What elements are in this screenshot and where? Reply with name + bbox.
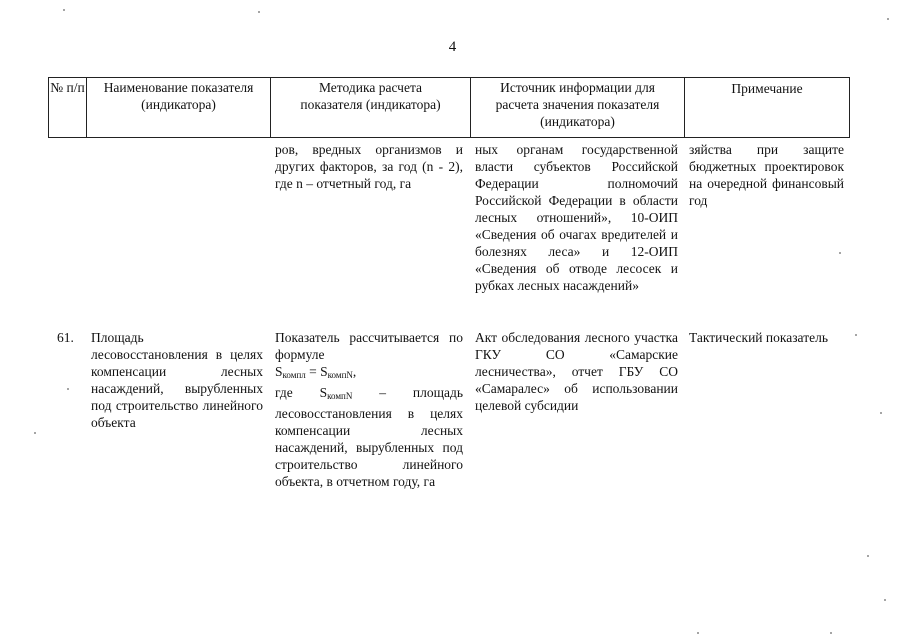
continuation-method-cell: [275, 141, 463, 192]
row-61-number-text: 61.: [57, 330, 74, 345]
page-number: 4: [448, 39, 457, 55]
row-61-formula: [275, 363, 463, 384]
header-method-label: Методика расчета показателя (индикатора): [300, 80, 441, 112]
row-61-source-text: Акт обследования лесного участка ГКУ СО «Самарские лесничества», отчет ГБУ СО «Самаралес» об использовании целевой субсидии: [475, 330, 678, 413]
header-source-label: Источник информации для расчета значения показателя (индикатора): [495, 80, 660, 129]
continuation-note-text: зяйства при защите бюджетных проектировок на очередной финансовый год: [689, 142, 844, 208]
method-where-text: – площадь лесовосстановления в целях компенсации лесных насаждений, вырубленных под строительство линейного объекта, в отчетном году, га: [275, 385, 463, 489]
scan-speck: [258, 11, 260, 13]
scan-speck: [880, 412, 882, 414]
scan-speck: [830, 632, 832, 634]
row-61-note-cell: [689, 329, 844, 346]
row-61-note-text: Тактический показатель: [689, 330, 828, 345]
formula-lhs-sub: компл: [282, 370, 306, 380]
row-61-method-cell: [275, 329, 463, 490]
formula-eq: = S: [305, 364, 328, 379]
scan-speck: [867, 555, 869, 557]
scan-speck: [855, 334, 857, 336]
continuation-source-text: ных органам государственной власти субъектов Российской Федерации полномочий Российской Федерации в области лесных отношений», 10-ОИП «Сведения об очагах вредителей и болезнях леса» и 12-ОИП «Сведения об отводе лесосек и рубках лесных насаждений»: [475, 142, 678, 293]
method-where-sub: компN: [327, 391, 353, 401]
row-61-name-cell: [91, 329, 263, 431]
scan-speck: [697, 632, 699, 634]
formula-lhs: S: [275, 364, 283, 379]
row-61-method-intro: Показатель рассчитывается по формуле: [275, 330, 463, 362]
header-number: [49, 78, 87, 137]
header-note-label: Примечание: [731, 81, 803, 96]
scan-speck: [63, 9, 65, 11]
continuation-note-cell: [689, 141, 844, 209]
header-method: [271, 78, 471, 137]
method-where-pre: где S: [275, 385, 328, 400]
scan-speck: [884, 599, 886, 601]
scan-speck: [839, 252, 841, 254]
continuation-method-text: ров, вредных организмов и других факторов, за год (n - 2), где n – отчетный год, га: [275, 142, 463, 191]
scan-speck: [887, 18, 889, 20]
row-61-name-text: Площадь лесовосстановления в целях компенсации лесных насаждений, вырубленных под строительство линейного объекта: [91, 330, 263, 430]
header-note: [685, 78, 849, 137]
row-61-method-where: [275, 384, 463, 490]
continuation-source-cell: [475, 141, 678, 294]
table-header: [48, 77, 850, 138]
scan-speck: [67, 388, 69, 390]
scan-speck: [34, 432, 36, 434]
row-61-number: [57, 329, 85, 346]
header-source: [471, 78, 685, 137]
header-indicator-name-label: Наименование показателя (индикатора): [103, 80, 254, 112]
formula-tail: ,: [352, 364, 357, 379]
header-number-label: № п/п: [50, 80, 85, 95]
header-indicator-name: [87, 78, 271, 137]
row-61-source-cell: [475, 329, 678, 414]
formula-rhs-sub: компN: [327, 370, 353, 380]
